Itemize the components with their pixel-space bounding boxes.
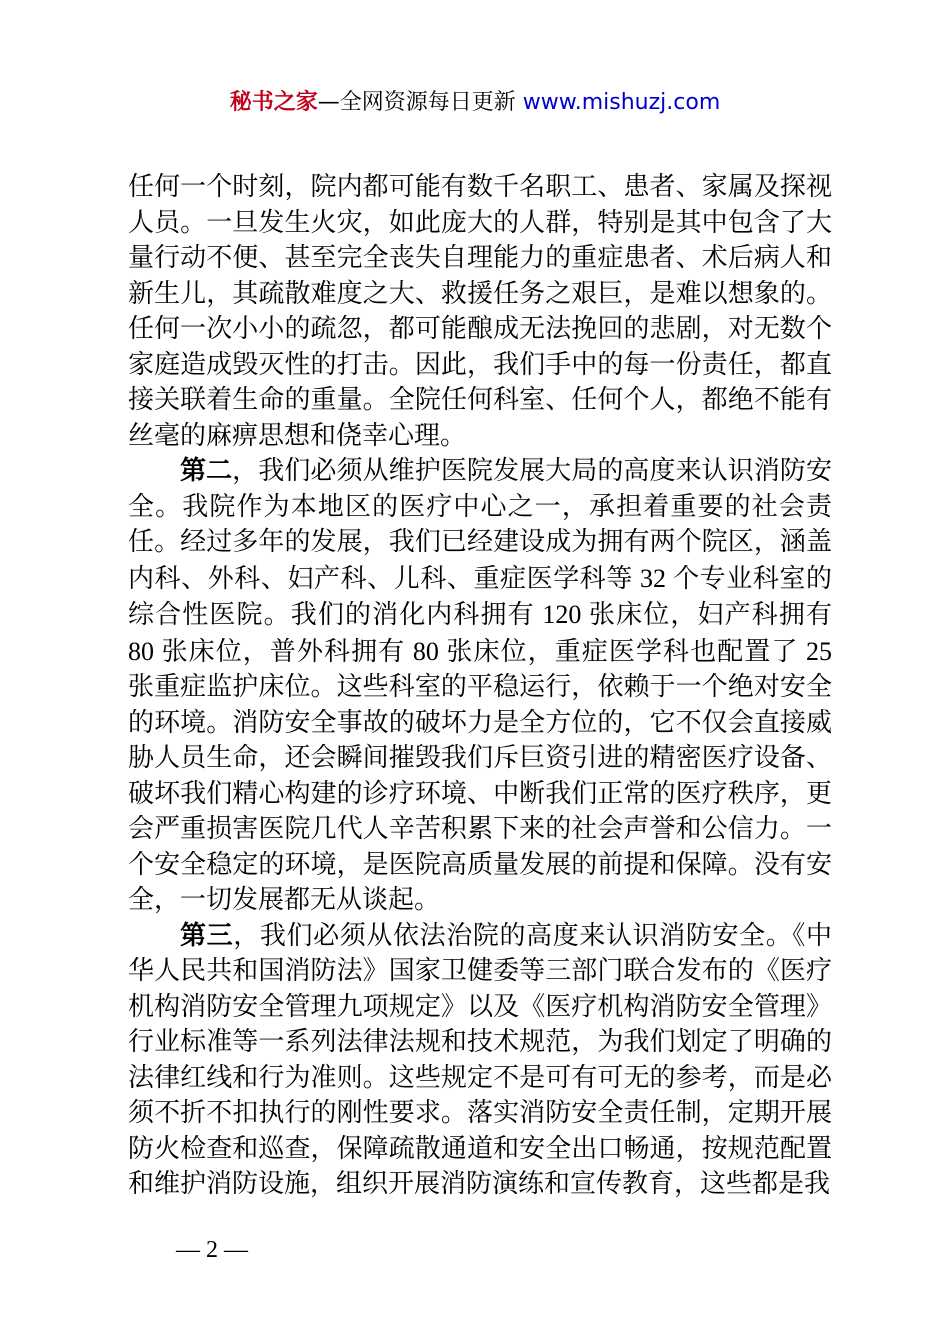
paragraph-second-text-2: 个专业科室的综合性医院。我们的消化内科拥有	[128, 563, 832, 630]
paragraph-second-lead: 第二	[180, 456, 233, 486]
page-header	[0, 86, 950, 120]
page-number: — 2 —	[176, 1237, 248, 1263]
paragraph-continuation: 任何一个时刻，院内都可能有数千名职工、患者、家属及探视人员。一旦发生火灾，如此庞大的人群，特别是其中包含了大量行动不便、甚至完全丧失自理能力的重症患者、术后病人和新生儿，其疏散难度之大、救援任务之艰巨，是难以想象的。任何一次小小的疏忽，都可能酿成无法挽回的悲剧，对无数个家庭造成毁灭性的打击。因此，我们手中的每一份责任，都直接关联着生命的重量。全院任何科室、任何个人，都绝不能有丝毫的麻痹思想和侥幸心理。	[128, 172, 832, 451]
paragraph-third	[128, 919, 832, 1203]
paragraph-second-text-3: 张床位，妇产科拥有	[589, 600, 832, 630]
paragraph-second-number-2: 120	[534, 600, 590, 629]
paragraph-second-text-5: 张床位，重症医学科也配置了	[446, 636, 799, 667]
paragraph-second-number-5: 25	[798, 636, 832, 666]
document-body	[128, 170, 832, 1203]
paragraph-second	[128, 454, 832, 919]
paragraph-second-number-1: 32	[632, 563, 674, 593]
header-url-link[interactable]: www.mishuzj.com	[522, 90, 721, 115]
paragraph-third-lead: 第三	[180, 920, 234, 951]
paragraph-second-text-6: 张重症监护床位。这些科室的平稳运行，依赖于一个绝对安全的环境。消防安全事故的破坏力是全方位的，它不仅会直接威胁人员生命，还会瞬间摧毁我们斥巨资引进的精密医疗设备、破坏我们精心构建的诊疗环境、中断我们正常的医疗秩序，更会严重损害医院几代人辛苦积累下来的社会声誉和公信力。一个安全稳定的环境，是医院高质量发展的前提和保障。没有安全，一切发展都无从谈起。	[128, 672, 832, 915]
header-brand: 秘书之家	[229, 90, 318, 115]
paragraph-second-number-4: 80	[405, 636, 447, 666]
header-slogan: —全网资源每日更新	[317, 90, 523, 115]
paragraph-third-text: ，我们必须从依法治院的高度来认识消防安全。《中华人民共和国消防法》国家卫健委等三部门联合发布的《医疗机构消防安全管理九项规定》以及《医疗机构消防安全管理》行业标准等一系列法律法规和技术规范，为我们划定了明确的法律红线和行为准则。这些规定不是可有可无的参考，而是必须不折不扣执行的刚性要求。落实消防安全责任制，定期开展防火检查和巡查，保障疏散通道和安全出口畅通，按规范配置和维护消防设施，组织开展消防演练和宣传教育，这些都是我	[128, 920, 832, 1199]
paragraph-second-text-1: ，我们必须从维护医院发展大局的高度来认识消防安全。我院作为本地区的医疗中心之一，承担着重要的社会责任。经过多年的发展，我们已经建设成为拥有两个院区，涵盖内科、外科、妇产科、儿科、重症医学科等	[128, 456, 832, 594]
paragraph-second-number-3: 80	[128, 636, 162, 666]
paragraph-second-text-4: 张床位，普外科拥有	[161, 636, 406, 667]
